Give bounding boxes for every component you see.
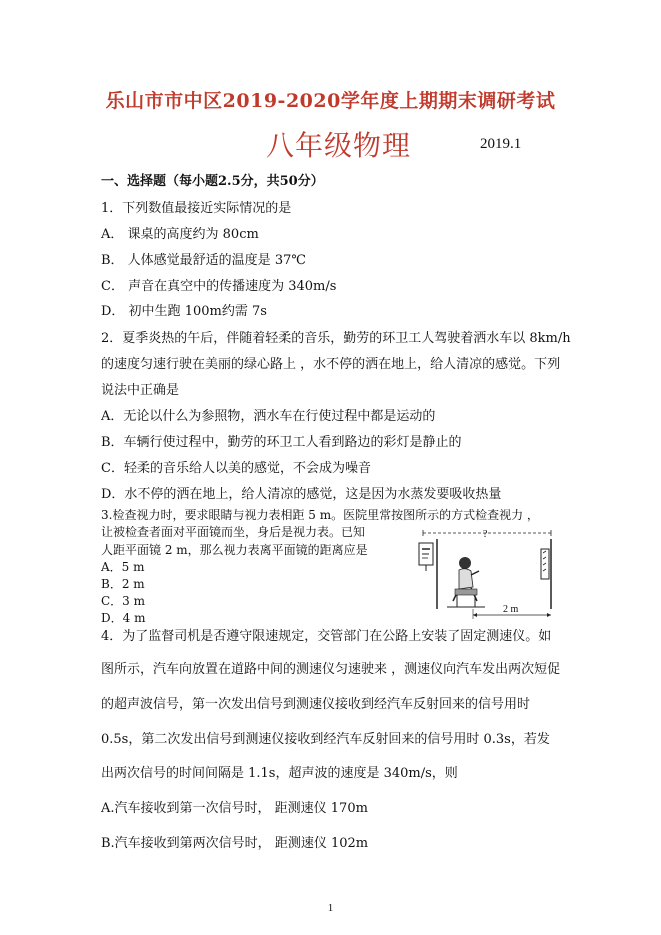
q2-option-a: A．无论以什么为参照物，洒水车在行使过程中都是运动的	[101, 409, 436, 424]
q3-option-d: D．4 m	[101, 611, 146, 625]
q2-stem-line3: 说法中正确是	[101, 383, 180, 398]
q2-stem-line2: 的速度匀速行驶在美丽的绿心路上 ，水不停的洒在地上，给人清凉的感觉。下列	[101, 357, 561, 372]
q4-option-b: B.汽车接收到第两次信号时， 距测速仪 102m	[101, 836, 369, 851]
q2-option-c: C．轻柔的音乐给人以美的感觉，不会成为噪音	[101, 461, 371, 476]
seated-person-icon	[447, 557, 485, 607]
eye-chart-icon	[419, 543, 433, 571]
q3-stem-line1: 3.检查视力时，要求眼睛与视力表相距 5 m。医院里常按图所示的方式检查视力 ，	[101, 508, 539, 522]
q1-stem: 1．下列数值最接近实际情况的是	[101, 201, 292, 216]
q1-option-d: D． 初中生跑 100m约需 7s	[101, 304, 267, 319]
q4-stem-line1: 4．为了监督司机是否遵守限速规定，交管部门在公路上安装了固定测速仪。如	[101, 629, 552, 644]
q1-option-b: B． 人体感觉最舒适的温度是 37℃	[101, 253, 306, 268]
q1-option-c: C． 声音在真空中的传播速度为 340m/s	[101, 279, 337, 294]
q4-stem-line2: 图所示，汽车向放置在道路中间的测速仪匀速驶来 ，测速仪向汽车发出两次短促	[101, 662, 561, 677]
q3-stem-line3: 人距平面镜 2 m，那么视力表离平面镜的距离应是	[101, 543, 368, 557]
q2-option-b: B．车辆行使过程中，勤劳的环卫工人看到路边的彩灯是静止的	[101, 435, 462, 450]
mirror-icon	[541, 539, 551, 609]
exam-date: 2019.1	[480, 136, 522, 152]
exam-subtitle: 八年级物理	[266, 129, 412, 162]
q4-stem-line4: 0.5s，第二次发出信号到测速仪接收到经汽车反射回来的信号用时 0.3s，若发	[101, 732, 550, 747]
q3-stem-line2: 让被检查者面对平面镜而坐，身后是视力表。已知	[101, 525, 366, 539]
q3-option-b: B．2 m	[101, 577, 145, 591]
figure-question-mark: ?	[483, 529, 488, 540]
q4-stem-line3: 的超声波信号，第一次发出信号到测速仪接收到经汽车反射回来的信号用时	[101, 697, 531, 712]
q3-option-a: A．5 m	[101, 560, 145, 574]
section-heading: 一、选择题（每小题2.5分，共50分）	[101, 174, 324, 189]
q4-option-a: A.汽车接收到第一次信号时， 距测速仪 170m	[101, 801, 368, 816]
q2-option-d: D．水不停的洒在地上，给人清凉的感觉，这是因为水蒸发要吸收热量	[101, 487, 502, 502]
q4-stem-line5: 出两次信号的时间间隔是 1.1s，超声波的速度是 340m/s，则	[101, 766, 458, 781]
eye-test-figure	[413, 527, 563, 627]
figure-distance-label: 2 m	[503, 604, 519, 615]
q3-option-c: C．3 m	[101, 594, 146, 608]
q1-option-a: A． 课桌的高度约为 80cm	[101, 227, 259, 242]
page-number: 1	[327, 902, 334, 914]
exam-title: 乐山市市中区2019-2020学年度上期期末调研考试	[105, 90, 556, 112]
q2-stem-line1: 2．夏季炎热的午后，伴随着轻柔的音乐，勤劳的环卫工人驾驶着洒水车以 8km/h	[101, 331, 571, 346]
